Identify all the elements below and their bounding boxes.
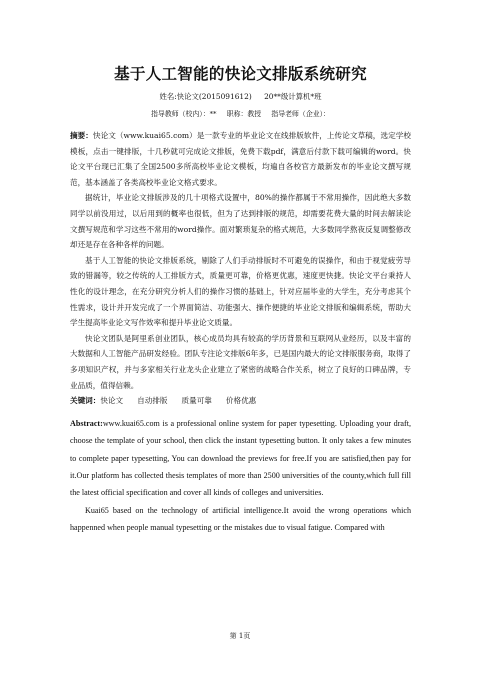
advisor-line xyxy=(70,108,411,118)
author-name: 姓名:快论文(2015091612) xyxy=(159,92,252,101)
keyword-item: 快论文 xyxy=(100,396,124,406)
abstract-cn-paragraph xyxy=(70,128,411,190)
advisor-rank: 职称：教授 xyxy=(226,110,262,118)
abstract-en-paragraph-2: Kuai65 based on the technology of artificial intelligence.It avoid the wrong operations which happenned when people manual typesetting or the mistakes due to visual fatigue. Compared with xyxy=(70,505,411,533)
advisor-school: 指导教师（校内）：** xyxy=(151,110,217,118)
author-line xyxy=(70,91,411,102)
page-number: 第 1页 xyxy=(229,632,251,640)
abstract-en-text: www.kuai65.com is a professional online system for paper typesetting. Uploading your draft, choose the template of your school, then click the instant typesetting button. It only takes a few minutes to complete paper typesetting, You can download the previews for free.If you are satisfied,then pay for it.Our platform has collected thesis templates of more than 2500 universities of the county,which full fill the latest official specification and cover all kinds of colleges and universities. xyxy=(70,418,411,498)
abstract-cn-label: 摘要： xyxy=(70,131,93,140)
keywords-cn xyxy=(70,393,411,409)
abstract-cn-paragraph-4: 快论文团队是阿里系创业团队，核心成员均具有较高的学历背景和互联网从业经历，以及丰富的大数据和人工智能产品研发经验。团队专注论文排版6年多，已是国内最大的论文排版服务商，取得了多项知识产权，并与多家相关行业龙头企业建立了紧密的战略合作关系，树立了良好的口碑品牌，专业品质，值得信赖。 xyxy=(70,333,411,390)
advisor-enterprise: 指导老师（企业）： xyxy=(271,110,330,118)
abstract-cn-paragraph-3: 基于人工智能的快论文排版系统，剔除了人们手动排版时不可避免的误操作，和由于视觉疲劳导致的错漏等，较之传统的人工排版方式，质量更可靠，价格更优惠，速度更快捷。快论文平台秉持人性化的设计理念，在充分研究分析人们的操作习惯的基础上，针对应届毕业的大学生，充分考虑其个性需求，设计并开发完成了一个界面简洁、功能强大、操作便捷的毕业论文排版和编辑系统，帮助大学生提高毕业论文写作效率和提升毕业论文质量。 xyxy=(70,255,411,328)
keyword-item: 自动排版 xyxy=(137,396,168,406)
abstract-cn-paragraph-2: 据统计，毕业论文排版涉及的几十项格式设置中，80%的操作都属于不常用操作，因此绝大多数同学以前没用过，以后用到的概率也很低，但为了达到排版的规范，却需要花费大量的时间去解读论文撰写规范和学习这些不常用的word操作。面对繁琐复杂的格式规范，大多数同学熬夜反复调整修改却还是存在各种各样的问题。 xyxy=(70,193,411,250)
abstract-en-label: Abstract: xyxy=(70,418,103,428)
keyword-item: 质量可靠 xyxy=(181,396,212,406)
abstract-cn-text: 快论文（www.kuai65.com）是一款专业的毕业论文在线排版软件，上传论文草稿，选定学校模板，点击一键排版，十几秒就可完成论文排版，免费下载pdf，满意后付款下载可编辑的word。快论文平台现已汇集了全国2500多所高校毕业论文模板，均遍自各校官方最新发布的毕业论文撰写规范，基本涵盖了各类高校毕业论文格式要求。 xyxy=(70,131,411,187)
abstract-en-paragraph xyxy=(70,415,411,502)
keywords-cn-label: 关键词： xyxy=(70,396,101,406)
keyword-item: 价格优惠 xyxy=(225,396,257,406)
author-class: 20**级计算机*班 xyxy=(264,92,322,101)
paper-title: 基于人工智能的快论文排版系统研究 xyxy=(114,64,367,83)
